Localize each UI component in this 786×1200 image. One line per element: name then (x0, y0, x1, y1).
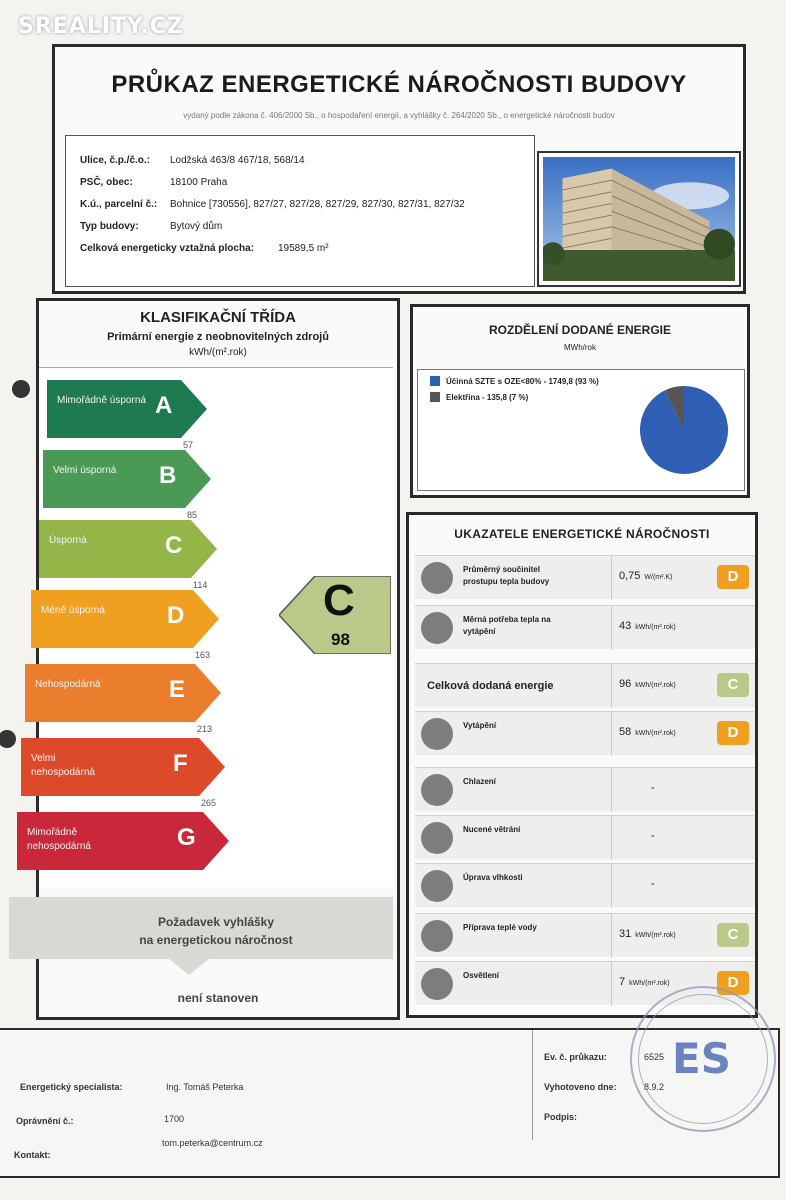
field-label: Celková energeticky vztažná plocha: (80, 243, 254, 254)
indicator-unit: kWh/(m².rok) (635, 730, 676, 737)
indicator-number: 58 (619, 726, 632, 738)
class-bar-letter: G (177, 824, 196, 851)
indicator-unit: kWh/(m².rok) (629, 980, 670, 987)
class-bar-label: Mimořádně nehospodárná (27, 827, 91, 852)
specialist-label: Energetický specialista: (20, 1082, 123, 1092)
indicator-name: Příprava teplé vody (463, 923, 537, 932)
legend-label: Účinná SZTE s OZE<80% - 1749,8 (93 %) (446, 376, 599, 386)
class-limit-value: 85 (187, 510, 198, 520)
class-bar-shape (31, 590, 219, 648)
requirement-line-2: na energetickou náročnost (139, 933, 293, 947)
indicator-unit: kWh/(m².rok) (635, 682, 676, 689)
indicator-name: Vytápění (463, 721, 497, 730)
legend-label: Elektřina - 135,8 (7 %) (446, 392, 529, 402)
indicator-divider (611, 664, 612, 708)
indicator-number: 0,75 (619, 570, 641, 582)
class-bar-label: Méně úsporná (41, 605, 105, 616)
indicator-row (415, 711, 755, 755)
fan-icon (421, 822, 453, 854)
footer-divider (532, 1030, 533, 1140)
indicator-number: - (651, 830, 655, 842)
humidity-drop-icon (421, 870, 453, 902)
field-label: Ulice, č.p./č.o.: (80, 155, 151, 166)
indicator-number: 7 (619, 976, 626, 988)
signature-label: Podpis: (544, 1112, 577, 1122)
contact-value: tom.peterka@centrum.cz (162, 1138, 263, 1148)
postcode-row (80, 172, 520, 194)
class-bar-letter: F (173, 750, 188, 777)
indicator-value (619, 928, 676, 940)
class-bar-shape (25, 664, 221, 722)
indicator-value (651, 878, 655, 890)
indicator-number: - (651, 878, 655, 890)
requirement-pointer (169, 959, 209, 975)
indicator-value (619, 976, 670, 988)
current-class-value: 98 (331, 630, 350, 649)
class-bar-d (31, 590, 219, 648)
indicator-unit: kWh/(m².rok) (635, 932, 676, 939)
class-bar-letter: D (167, 602, 185, 629)
legend-swatch (430, 392, 440, 402)
indicator-value (651, 830, 655, 842)
cadastre-row (80, 194, 520, 216)
class-bar-letter: C (165, 532, 183, 559)
field-value: 19589,5 m² (278, 243, 329, 254)
requirement-line-1: Požadavek vyhlášky (157, 915, 275, 929)
class-bar-label: Mimořádně úsporná (57, 395, 146, 406)
indicator-class-badge: D (717, 565, 749, 589)
indicator-number: 43 (619, 620, 632, 632)
contact-label: Kontakt: (14, 1150, 51, 1160)
current-class-marker (279, 576, 391, 654)
field-value: Bohnice [730556], 827/27, 827/28, 827/29, 827/30, 827/31, 827/32 (170, 199, 465, 210)
indicator-number: - (651, 782, 655, 794)
requirement-value: není stanoven (177, 991, 259, 1005)
indicator-value (619, 726, 676, 738)
binder-hole (12, 380, 30, 398)
indicator-value (619, 570, 672, 582)
field-label: PSČ, obec: (80, 177, 133, 188)
legal-reference: vydaný podle zákona č. 406/2000 Sb., o hospodaření energií, a vyhlášky č. 264/2020 Sb., o energetické náročnosti budov (183, 111, 615, 120)
class-bar-letter: B (159, 462, 177, 489)
indicator-value (619, 620, 676, 632)
classification-panel (27, 298, 400, 1020)
indicator-value (619, 678, 676, 690)
indicator-unit: W/(m².K) (644, 574, 673, 581)
indicator-name: Celková dodaná energie (427, 680, 554, 692)
indicator-divider (611, 768, 612, 812)
energy-split-chart (417, 369, 745, 491)
building-photo-image (543, 157, 735, 281)
indicator-class-badge: D (717, 971, 749, 995)
indicator-name: Chlazení (463, 777, 496, 786)
watermark-logo: SREALITY.CZ (18, 14, 184, 39)
class-bar-label: Nehospodárná (35, 679, 101, 690)
energy-class-scale (27, 367, 393, 887)
classification-subtitle: Primární energie z neobnovitelných zdrojů (107, 331, 329, 343)
indicator-name: Nucené větrání (463, 825, 521, 834)
class-bar-label: Velmi nehospodárná (31, 753, 95, 778)
indicator-name: Průměrný součinitel prostupu tepla budovy (463, 565, 550, 586)
indicators-title: UKAZATELE ENERGETICKÉ NÁROČNOSTI (454, 527, 710, 541)
floor-area-row (80, 238, 520, 260)
energy-split-legend (430, 376, 599, 408)
light-bulb-icon (421, 968, 453, 1000)
class-limit-value: 163 (195, 650, 211, 660)
indicator-class-badge: D (717, 721, 749, 745)
indicator-row (415, 767, 755, 811)
indicators-panel (406, 512, 758, 1018)
document-title: PRŮKAZ ENERGETICKÉ NÁROČNOSTI BUDOVY (111, 71, 687, 98)
class-bar-letter: E (169, 676, 186, 703)
class-bar-c (39, 520, 217, 578)
registration-value: 6525 (644, 1052, 665, 1062)
field-value: Bytový dům (170, 221, 223, 232)
class-limit-value: 57 (183, 440, 194, 450)
indicator-divider (611, 962, 612, 1006)
certificate-number-value: 1700 (164, 1114, 185, 1124)
indicator-divider (611, 864, 612, 908)
field-value: Lodžská 463/8 467/18, 568/14 (170, 155, 305, 166)
class-limit-value: 213 (197, 724, 213, 734)
indicator-divider (611, 914, 612, 958)
indicator-divider (611, 816, 612, 860)
official-stamp (630, 986, 776, 1132)
class-bar-label: Velmi úsporná (53, 465, 117, 476)
thermometer-icon (421, 718, 453, 750)
indicator-class-badge: C (717, 673, 749, 697)
class-bar-shape (39, 520, 217, 578)
specialist-value: Ing. Tomáš Peterka (166, 1082, 244, 1092)
indicator-row (415, 863, 755, 907)
indicator-row (415, 605, 755, 649)
indicator-name: Měrná potřeba tepla na vytápění (463, 615, 551, 636)
indicator-name: Osvětlení (463, 971, 500, 980)
class-bar-shape (43, 450, 211, 508)
energy-split-pie (628, 374, 740, 486)
class-limit-value: 265 (201, 798, 217, 808)
indicator-number: 31 (619, 928, 632, 940)
requirement-box (9, 897, 393, 959)
cooling-icon (421, 774, 453, 806)
class-bar-g (17, 812, 229, 870)
indicator-value (651, 782, 655, 794)
certificate-number-label: Oprávnění č.: (16, 1116, 74, 1126)
indicator-divider (611, 556, 612, 600)
indicator-name: Úprava vlhkosti (463, 873, 523, 882)
hot-water-tap-icon (421, 920, 453, 952)
class-limit-value: 114 (193, 580, 208, 590)
binder-hole (0, 730, 16, 748)
energy-split-panel (410, 304, 750, 498)
classification-title: KLASIFIKAČNÍ TŘÍDA (140, 309, 296, 326)
issued-date-label: Vyhotoveno dne: (544, 1082, 617, 1092)
indicator-class-badge: C (717, 923, 749, 947)
field-label: K.ú., parcelní č.: (80, 199, 158, 210)
legend-swatch (430, 376, 440, 386)
energy-split-unit: MWh/rok (564, 343, 596, 352)
issued-date-value: 8.9.2 (644, 1082, 665, 1092)
current-class-letter: C (323, 576, 355, 625)
class-bar-label: Úsporná (49, 535, 87, 546)
indicator-row (415, 663, 755, 707)
registration-label: Ev. č. průkazu: (544, 1052, 607, 1062)
field-value: 18100 Praha (170, 177, 228, 188)
indicator-row (415, 913, 755, 957)
indicator-row (415, 555, 755, 599)
indicator-unit: kWh/(m².rok) (635, 624, 676, 631)
indicator-divider (611, 712, 612, 756)
address-row (80, 150, 520, 172)
stamp-logo: ES (672, 1034, 731, 1083)
building-type-row (80, 216, 520, 238)
legend-item (430, 392, 599, 402)
indicator-number: 96 (619, 678, 632, 690)
building-info (65, 135, 535, 287)
class-bar-e (25, 664, 221, 722)
field-label: Typ budovy: (80, 221, 139, 232)
energy-split-title: ROZDĚLENÍ DODANÉ ENERGIE (488, 323, 671, 337)
classification-unit: kWh/(m².rok) (189, 347, 247, 358)
class-bar-b (43, 450, 211, 508)
class-bar-f (21, 738, 225, 796)
indicator-divider (611, 606, 612, 650)
building-photo (537, 151, 741, 287)
indicator-row (415, 815, 755, 859)
class-bar-a (47, 380, 207, 438)
class-bar-shape (47, 380, 207, 438)
legend-item (430, 376, 599, 386)
class-bar-letter: A (155, 392, 173, 419)
heating-demand-icon (421, 612, 453, 644)
wall-insulation-icon (421, 562, 453, 594)
certificate-header (52, 44, 746, 294)
